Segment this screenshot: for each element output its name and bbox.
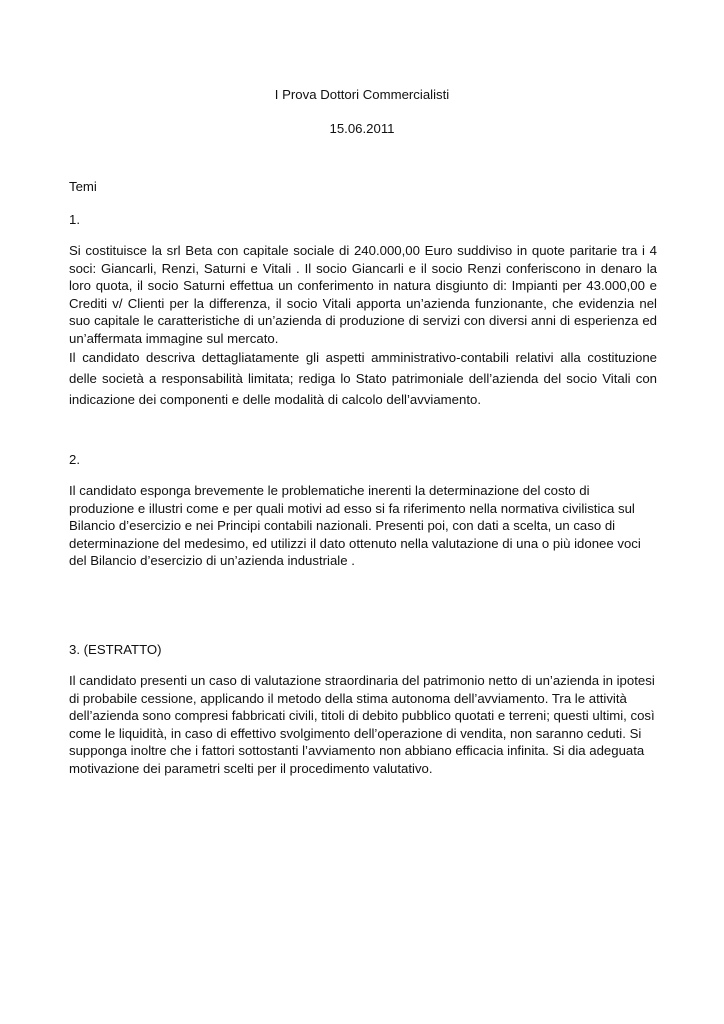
topic-3-body: [69, 672, 657, 777]
topic-3-paragraph-1: Il candidato presenti un caso di valutazione straordinaria del patrimonio netto di un’azienda in ipotesi di probabile cessione, applicando il metodo della stima autonoma dell’avviamento. Tra le attività dell’azienda sono compresi fabbricati civili, titoli di debito pubblico quotati e terreni; questi ultimi, così come le liquidità, in caso di effettivo svolgimento dell’operazione di vendita, non saranno ceduti. Si supponga inoltre che i fattori sottostanti l’avviamento non abbiano efficacia infinita. Si dia adeguata motivazione dei parametri scelti per il procedimento valutativo.: [69, 673, 655, 776]
section-label: Temi: [69, 179, 97, 194]
document-date: 15.06.2011: [329, 121, 395, 136]
topic-2-body: [69, 482, 657, 570]
topic-2-paragraph-1: Il candidato esponga brevemente le problematiche inerenti la determinazione del costo di produzione e illustri come e per quali motivi ad esso si fa riferimento nella normativa civilistica sul Bilancio d’esercizio e nei Principi contabili nazionali. Presenti poi, con dati a scelta, un caso di determinazione del medesimo, ed utilizzi il dato ottenuto nella valutazione di una o più idonee voci del Bilancio d’esercizio di un’azienda industriale .: [69, 483, 641, 568]
topic-3-number: 3. (ESTRATTO): [69, 642, 162, 657]
topic-1-paragraph-1: Si costituisce la srl Beta con capitale sociale di 240.000,00 Euro suddiviso in quote paritarie tra i 4 soci: Giancarli, Renzi, Saturni e Vitali . Il socio Giancarli e il socio Renzi conferiscono in denaro la loro quota, il socio Saturni effettua un conferimento in natura disgiunto di: Impianti per 43.000,00 e Crediti v/ Clienti per la differenza, il socio Vitali apporta un’azienda funzionante, che evidenzia nel suo capitale le caratteristiche di un’azienda di produzione di servizi con diversi anni di esperienza ed un’affermata immagine sul mercato.: [69, 243, 657, 346]
topic-1-number: 1.: [69, 212, 80, 227]
topic-2-number: 2.: [69, 452, 80, 467]
topic-1-paragraph-2: Il candidato descriva dettagliatamente gli aspetti amministrativo-contabili relativi alla costituzione delle società a responsabilità limitata; rediga lo Stato patrimoniale dell’azienda del socio Vitali con indicazione dei componenti e delle modalità di calcolo dell’avviamento.: [69, 350, 657, 407]
topic-1-body: [69, 242, 657, 410]
document-title: I Prova Dottori Commercialisti: [274, 87, 450, 102]
